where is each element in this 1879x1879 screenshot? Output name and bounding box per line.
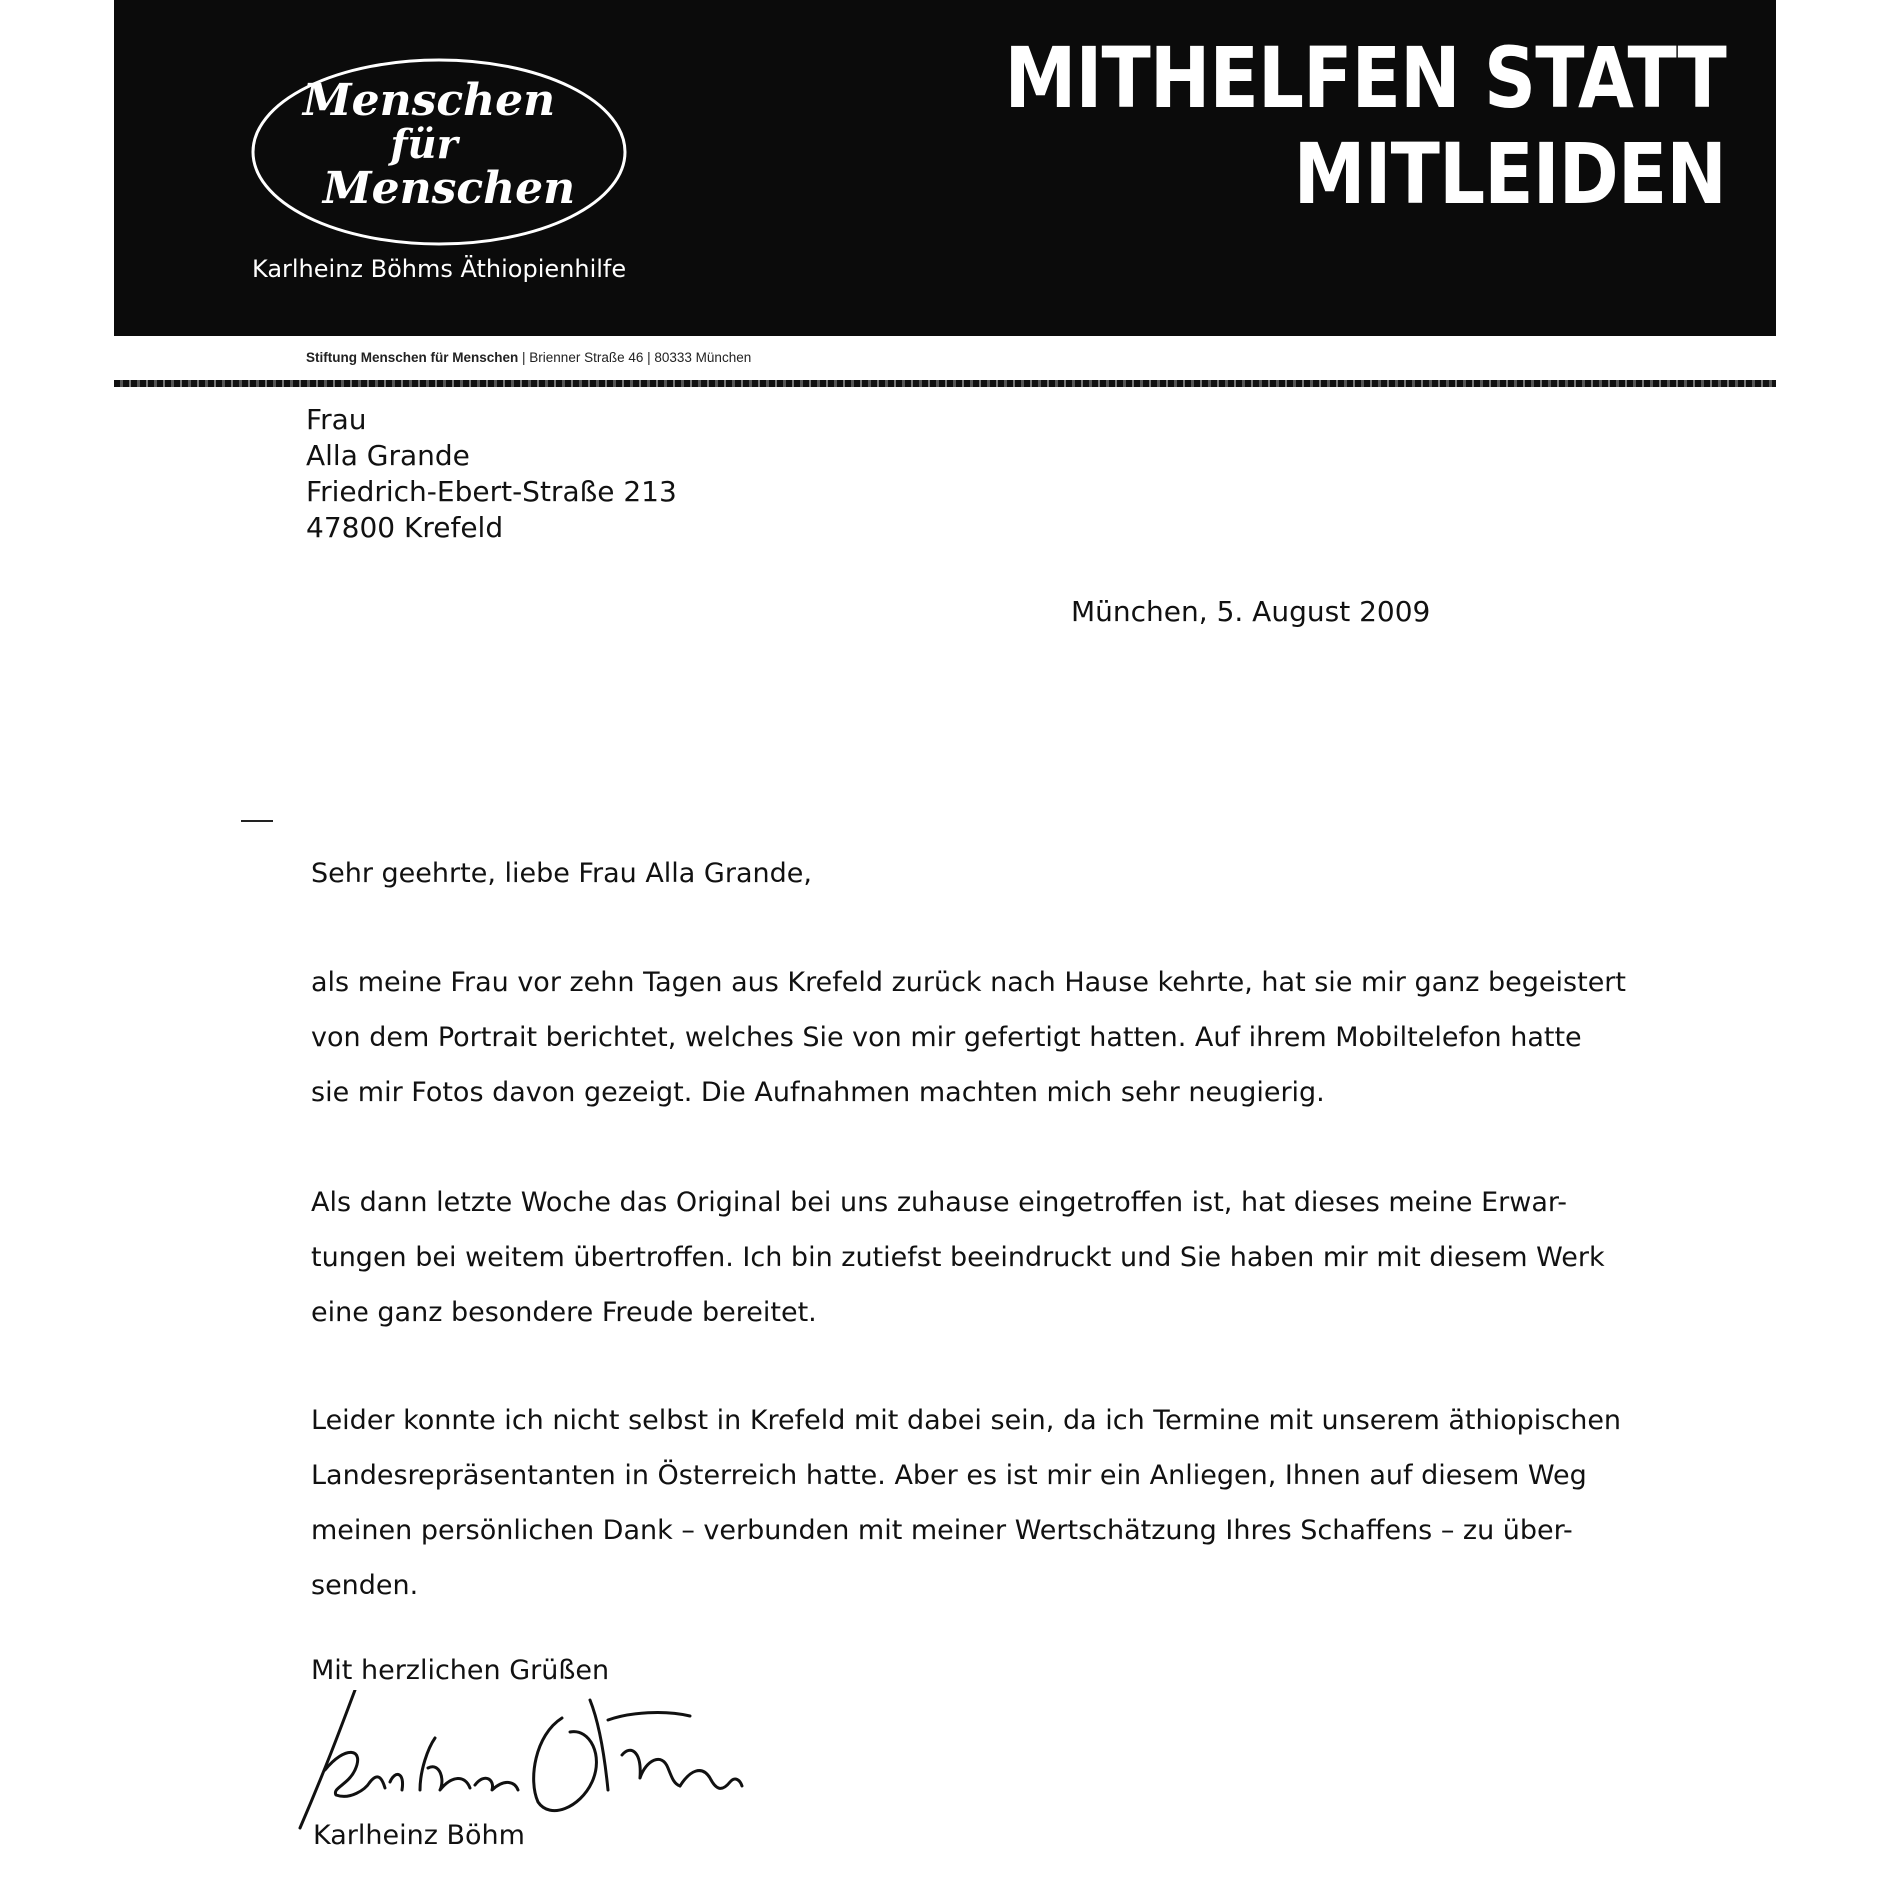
recipient-address xyxy=(306,402,677,546)
paragraph-3 xyxy=(311,1393,1622,1613)
paragraph-line: von dem Portrait berichtet, welches Sie von mir gefertigt hatten. Auf ihrem Mobiltelefon hatte xyxy=(311,1022,1582,1053)
return-address-separator: | xyxy=(647,350,655,365)
return-address-org: Stiftung Menschen für Menschen xyxy=(306,350,519,365)
menschen-fuer-menschen-logo xyxy=(249,55,629,250)
handwritten-signature xyxy=(270,1690,850,1840)
paragraph-1 xyxy=(311,955,1626,1120)
closing: Mit herzlichen Grüßen xyxy=(311,1655,610,1686)
recipient-city: 47800 Krefeld xyxy=(306,511,504,544)
paragraph-line: tungen bei weitem übertroffen. Ich bin zutiefst beeindruckt und Sie haben mir mit diesem Werk xyxy=(311,1242,1605,1273)
recipient-title: Frau xyxy=(306,403,367,436)
header-rule xyxy=(114,380,1776,387)
paragraph-line: meinen persönlichen Dank – verbunden mit meiner Wertschätzung Ihres Schaffens – zu über- xyxy=(311,1515,1573,1546)
letter-date: München, 5. August 2009 xyxy=(1071,595,1431,628)
paragraph-line: als meine Frau vor zehn Tagen aus Krefeld zurück nach Hause kehrte, hat sie mir ganz begeistert xyxy=(311,967,1626,998)
slogan xyxy=(1005,30,1726,222)
paragraph-line: Leider konnte ich nicht selbst in Krefeld mit dabei sein, da ich Termine mit unserem äthiopischen xyxy=(311,1405,1622,1436)
logo-line-1: Menschen xyxy=(302,75,556,126)
signer-name: Karlheinz Böhm xyxy=(313,1820,525,1851)
foundation-name: Karlheinz Böhms Äthiopienhilfe xyxy=(252,255,627,283)
paragraph-line: sie mir Fotos davon gezeigt. Die Aufnahmen machten mich sehr neugierig. xyxy=(311,1077,1325,1108)
return-address-city: 80333 München xyxy=(654,350,752,365)
paragraph-line: Landesrepräsentanten in Österreich hatte. Aber es ist mir ein Anliegen, Ihnen auf diesem Weg xyxy=(311,1460,1587,1491)
recipient-street: Friedrich-Ebert-Straße 213 xyxy=(306,475,677,508)
paragraph-line: Als dann letzte Woche das Original bei uns zuhause eingetroffen ist, hat dieses meine Erwar- xyxy=(311,1187,1567,1218)
slogan-line-1: MITHELFEN STATT xyxy=(1004,29,1726,127)
recipient-name: Alla Grande xyxy=(306,439,470,472)
logo-line-3: Menschen xyxy=(322,163,576,214)
fold-mark xyxy=(241,820,273,822)
slogan-line-2: MITLEIDEN xyxy=(1293,125,1726,223)
return-address-street: Brienner Straße 46 xyxy=(529,350,644,365)
paragraph-2 xyxy=(311,1175,1605,1340)
paragraph-line: eine ganz besondere Freude bereitet. xyxy=(311,1297,817,1328)
letterhead-banner xyxy=(114,0,1776,336)
return-address xyxy=(306,350,751,365)
paragraph-line: senden. xyxy=(311,1570,419,1601)
return-address-separator: | xyxy=(522,350,530,365)
logo-line-2: für xyxy=(390,121,458,168)
salutation: Sehr geehrte, liebe Frau Alla Grande, xyxy=(311,858,812,889)
